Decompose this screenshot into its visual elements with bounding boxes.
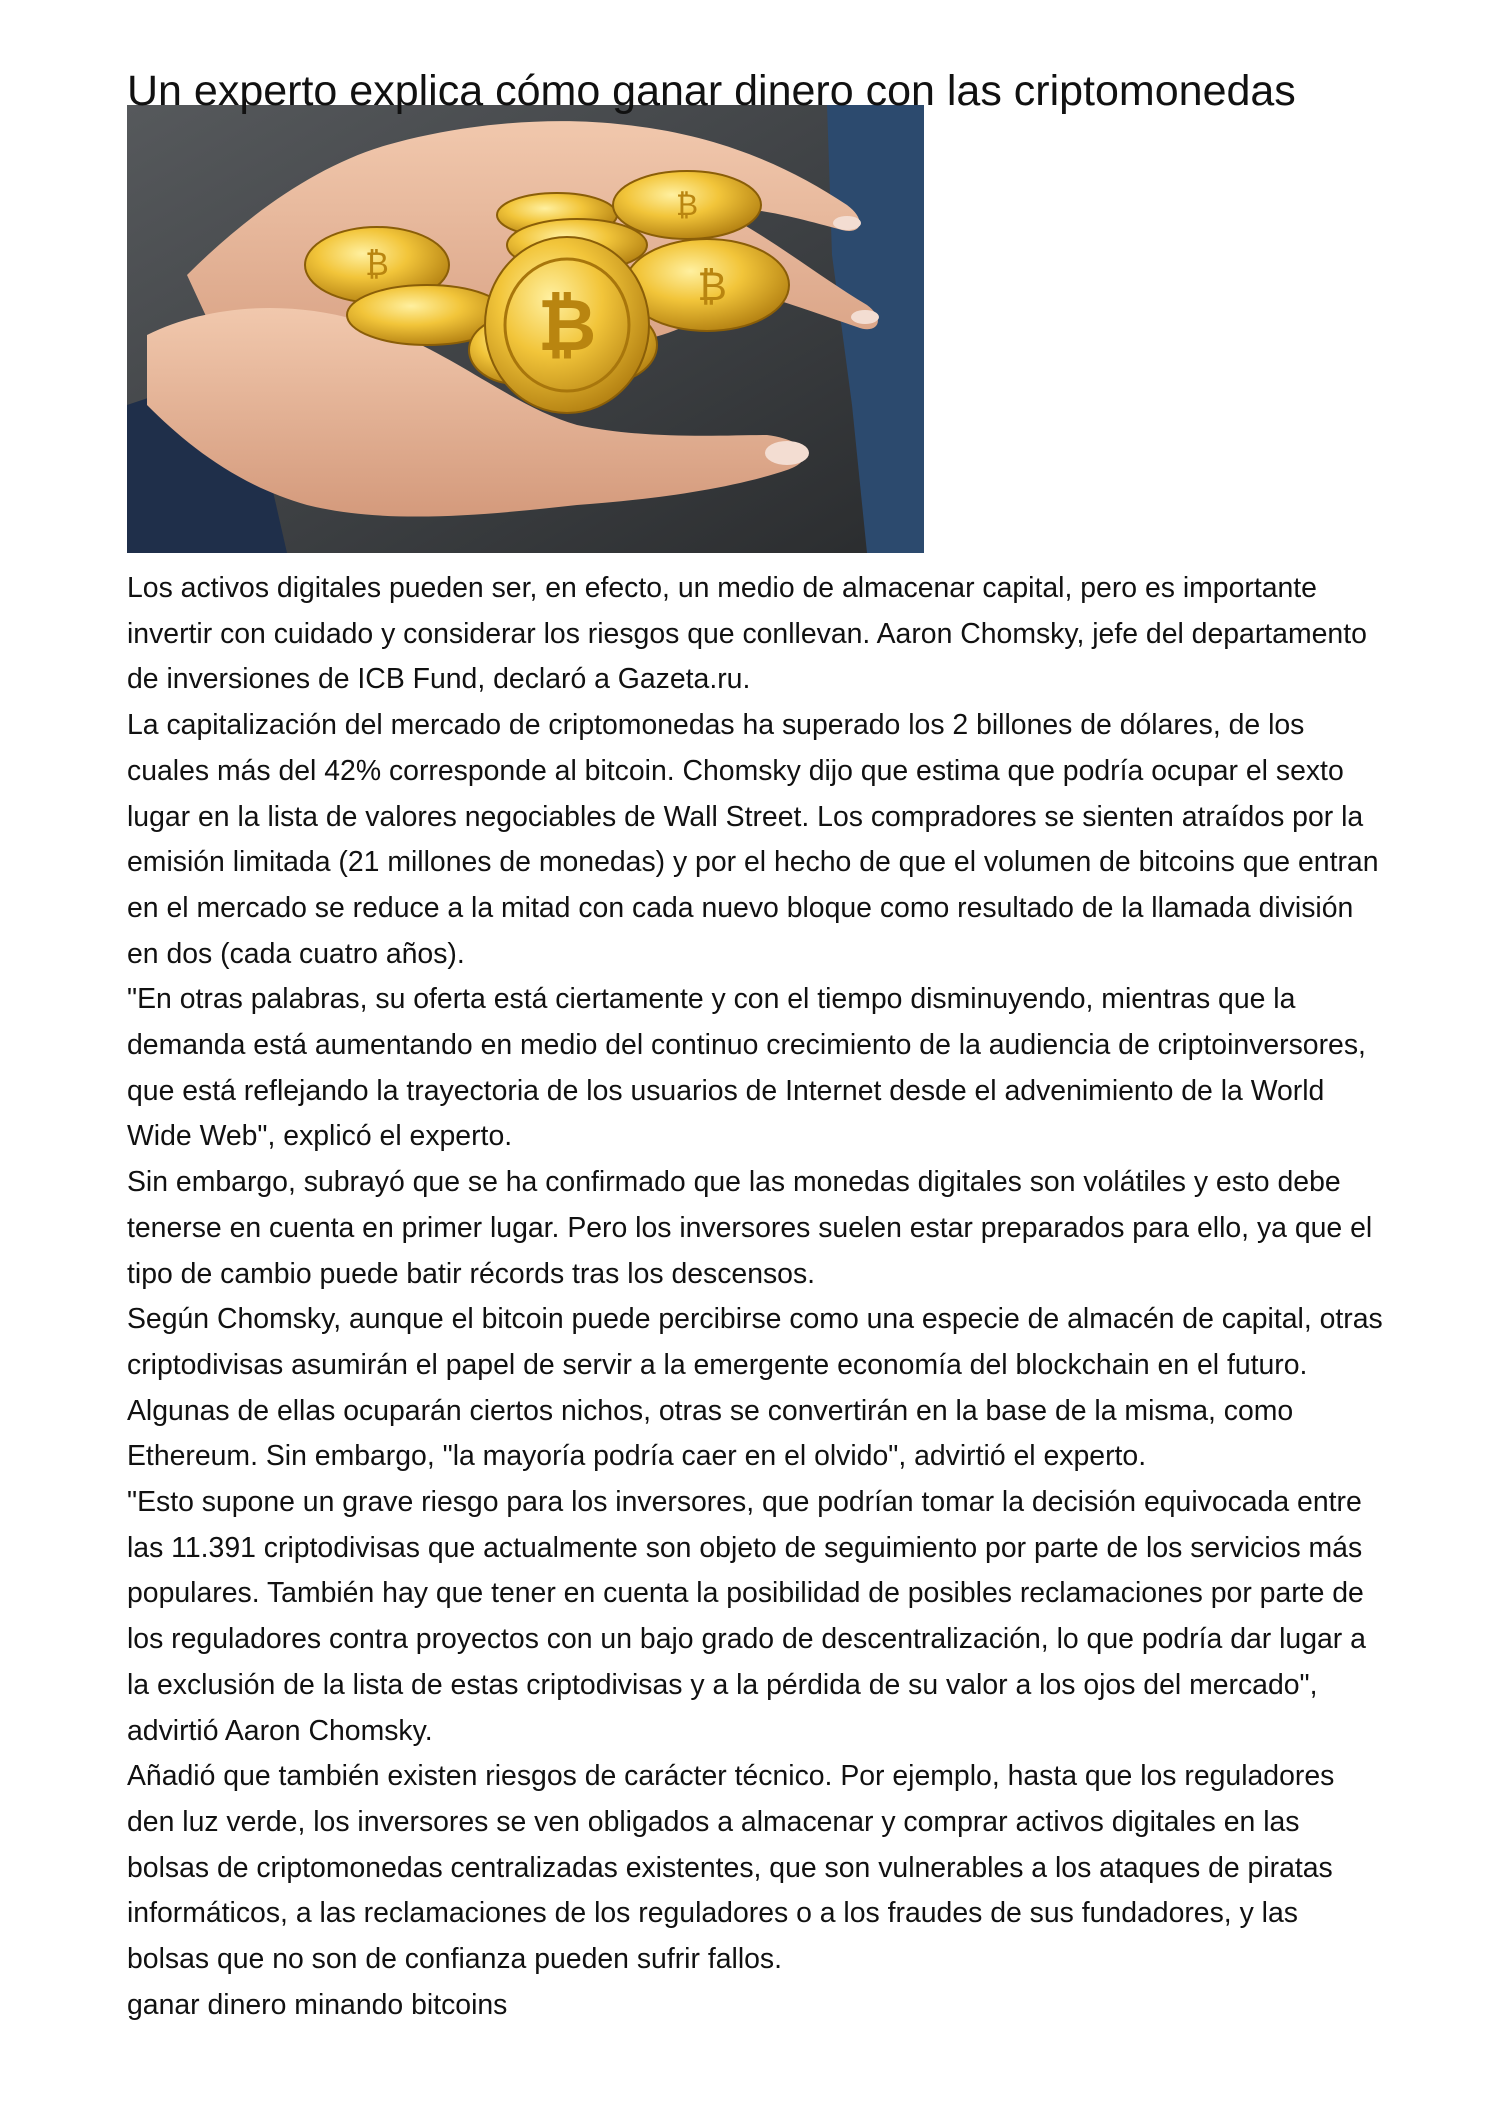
nail-1 [833, 216, 861, 230]
article-photo [127, 105, 924, 553]
paragraph: "En otras palabras, su oferta está ciertamente y con el tiempo disminuyendo, mientras que la demanda está aumentando en medio del continuo crecimiento de la audiencia de criptoinversores, que está reflejando la trayectoria de los usuarios de Internet desde el advenimiento de la World Wide Web", explicó el experto. [127, 983, 1366, 1153]
bitcoin-symbol-icon: ₿ [365, 245, 389, 283]
paragraph: Los activos digitales pueden ser, en efecto, un medio de almacenar capital, pero es importante invertir con cuidado y considerar los riesgos que conllevan. Aaron Chomsky, jefe del departamento de inversiones de ICB Fund, declaró a Gazeta.ru. [127, 572, 1367, 696]
hands-with-bitcoins-illustration [127, 105, 924, 553]
paragraph: Añadió que también existen riesgos de carácter técnico. Por ejemplo, hasta que los reguladores den luz verde, los inversores se ven obligados a almacenar y comprar activos digitales en las bolsas de criptomonedas centralizadas existentes, que son vulnerables a los ataques de piratas informáticos, a las reclamaciones de los reguladores o a los fraudes de sus fundadores, y las bolsas que no son de confianza pueden sufrir fallos. [127, 1760, 1335, 1976]
paragraph: La capitalización del mercado de criptomonedas ha superado los 2 billones de dólares, de los cuales más del 42% corresponde al bitcoin. Chomsky dijo que estima que podría ocupar el sexto lugar en la lista de valores negociables de Wall Street. Los compradores se sienten atraídos por la emisión limitada (21 millones de monedas) y por el hecho de que el volumen de bitcoins que entran en el mercado se reduce a la mitad con cada nuevo bloque como resultado de la llamada división en dos (cada cuatro años). [127, 709, 1379, 970]
article-title: Un experto explica cómo ganar dinero con las criptomonedas [127, 67, 1296, 115]
closing-keyword-line: ganar dinero minando bitcoins [127, 1988, 508, 2021]
bitcoin-symbol-icon: ₿ [697, 264, 727, 310]
nail-3 [765, 441, 809, 465]
paragraph: Según Chomsky, aunque el bitcoin puede percibirse como una especie de almacén de capital, otras criptodivisas asumirán el papel de servir a la emergente economía del blockchain en el futuro. Algunas de ellas ocuparán ciertos nichos, otras se convertirán en la base de la misma, como Ethereum. Sin embargo, "la mayoría podría caer en el olvido", advirtió el experto. [127, 1303, 1383, 1473]
bitcoin-symbol-icon: ₿ [537, 283, 597, 367]
bitcoin-symbol-icon: ₿ [675, 188, 699, 223]
paragraph: Sin embargo, subrayó que se ha confirmado que las monedas digitales son volátiles y esto debe tenerse en cuenta en primer lugar. Pero los inversores suelen estar preparados para ello, ya que el tipo de cambio puede batir récords tras los descensos. [127, 1166, 1373, 1290]
article-body [127, 566, 1387, 2029]
nail-2 [851, 310, 879, 324]
paragraph: "Esto supone un grave riesgo para los inversores, que podrían tomar la decisión equivocada entre las 11.391 criptodivisas que actualmente son objeto de seguimiento por parte de los servicios más populares. También hay que tener en cuenta la posibilidad de posibles reclamaciones por parte de los reguladores contra proyectos con un bajo grado de descentralización, lo que podría dar lugar a la exclusión de la lista de estas criptodivisas y a la pérdida de su valor a los ojos del mercado", advirtió Aaron Chomsky. [127, 1486, 1366, 1747]
